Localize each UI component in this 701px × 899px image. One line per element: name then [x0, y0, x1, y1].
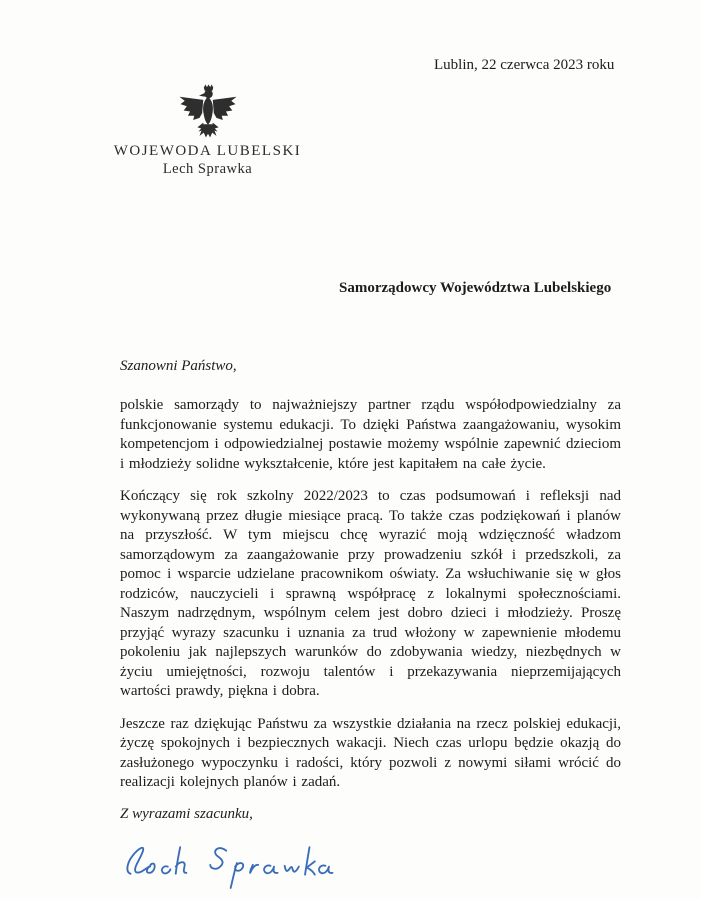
closing-line: Z wyrazami szacunku, [120, 805, 253, 822]
handwritten-signature [108, 833, 348, 895]
date-line: Lublin, 22 czerwca 2023 roku [434, 57, 615, 73]
official-name: Lech Sprawka [162, 161, 253, 177]
letter-body [120, 358, 621, 895]
polish-eagle-emblem [176, 84, 240, 139]
paragraph-2: Kończący się rok szkolny 2022/2023 to czas podsumowań i refleksji nad wykonywaną przez długie miesiące pracą. To także czas podziękowań i planów na przyszłość. W tym miejscu chcę wyrazić moją wdzięczność władzom samorządowym za zaangażowanie przy prowadzeniu szkół i przedszkoli, za pomoc i wsparcie udzielane pracownikom oświaty. Za wsłuchiwanie się w głos rodziców, nauczycieli i sprawną współpracę z lokalnymi społecznościami. Naszym nadrzędnym, wspólnym celem jest dobro dzieci i młodzieży. Proszę przyjąć wyrazy szacunku i uznania za trud włożony w zapewnienie młodemu pokoleniu jak najlepszych warunków do zdobywania wiedzy, niezbędnych w życiu umiejętności, rozwoju talentów i przekazywania nieprzemijających wartości prawdy, piękna i dobra. [120, 488, 621, 699]
paragraph-3: Jeszcze raz dziękując Państwu za wszystkie działania na rzecz polskiej edukacji, życzę spokojnych i bezpiecznych wakacji. Niech czas urlopu będzie okazją do zasłużonego wypoczynku i radości, który pozwoli z nowymi siłami wrócić do realizacji kolejnych planów i zadań. [120, 715, 621, 790]
letterhead [105, 84, 310, 178]
office-title: WOJEWODA LUBELSKI [113, 143, 302, 159]
salutation: Szanowni Państwo, [120, 358, 237, 374]
paragraph-1: polskie samorządy to najważniejszy partner rządu współodpowiedzialny za funkcjonowanie systemu edukacji. To dzięki Państwa zaangażowaniu, wysokim kompetencjom i odpowiedzialnej postawie możemy wspólnie zapewnić dzieciom i młodzieży solidne wykształcenie, które jest kapitałem na całe życie. [120, 397, 621, 472]
addressee-line: Samorządowcy Województwa Lubelskiego [339, 280, 612, 296]
